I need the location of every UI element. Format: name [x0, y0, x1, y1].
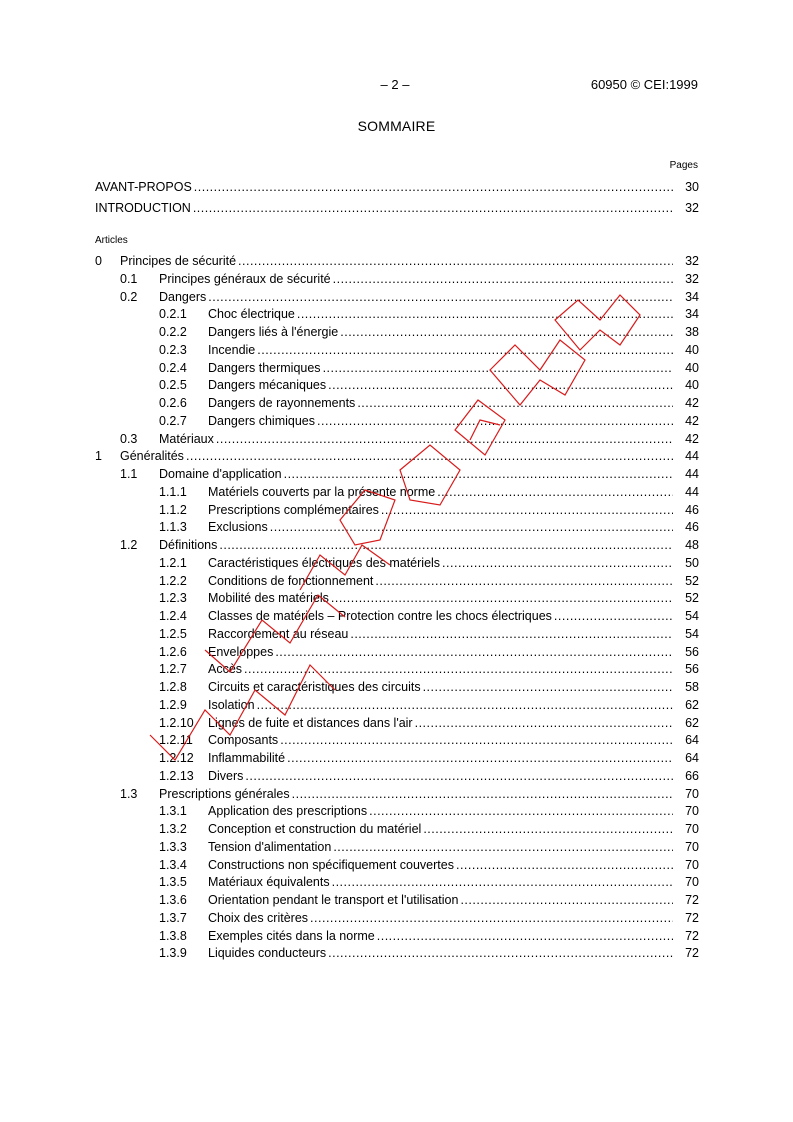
toc-entry[interactable]	[95, 537, 699, 555]
toc-entry-label: Accès	[208, 662, 243, 677]
leader-dots	[456, 857, 673, 875]
toc-entry-page: 70	[685, 839, 699, 854]
leader-dots	[257, 342, 673, 360]
toc-entry-number: 0.2.6	[159, 396, 187, 410]
leader-dots	[437, 484, 673, 502]
toc-entry-number: 1.2.6	[159, 644, 187, 659]
toc-entry[interactable]	[95, 466, 699, 484]
leader-dots	[340, 324, 673, 342]
articles-label: Articles	[95, 235, 128, 246]
toc-entry[interactable]	[95, 271, 699, 289]
leader-dots	[270, 519, 673, 537]
toc-entry-label: Dangers thermiques	[208, 360, 321, 375]
toc-entry-number: 1.3.7	[159, 910, 187, 925]
toc-entry-page: 32	[685, 271, 699, 286]
toc-entry-label: Caractéristiques électriques des matériels	[208, 555, 441, 570]
toc-entry-number: 1.2.11	[159, 733, 193, 748]
toc-entry-label: Principes généraux de sécurité	[159, 271, 331, 286]
toc-entry-label: Raccordement au réseau	[208, 626, 349, 641]
leader-dots	[186, 448, 673, 466]
toc-entry-label: Isolation	[208, 697, 255, 712]
articles-toc	[95, 253, 699, 963]
toc-entry-number: 0	[95, 254, 102, 268]
toc-entry-page: 30	[685, 180, 699, 194]
toc-entry-label: Dangers de rayonnements	[208, 396, 356, 410]
toc-entry-page: 54	[685, 609, 699, 623]
toc-entry-number: 1.2.2	[159, 573, 187, 588]
toc-entry-label: Matériaux équivalents	[208, 875, 330, 890]
toc-entry-number: 0.2.3	[159, 342, 187, 357]
toc-entry[interactable]	[95, 857, 699, 875]
toc-entry-label: Matériaux	[159, 431, 214, 446]
toc-entry-page: 46	[685, 520, 699, 535]
toc-entry[interactable]	[95, 324, 699, 342]
toc-entry-number: 1.2.13	[159, 768, 194, 783]
leader-dots	[317, 413, 673, 431]
toc-entry-page: 70	[685, 857, 699, 872]
toc-entry-label: Inflammabilité	[208, 751, 286, 765]
leader-dots	[423, 679, 673, 697]
toc-entry-label: Généralités	[120, 449, 184, 464]
leader-dots	[350, 626, 673, 644]
toc-entry-page: 34	[685, 289, 699, 304]
toc-entry-page: 70	[685, 804, 699, 819]
leader-dots	[287, 750, 673, 768]
toc-entry[interactable]	[95, 874, 699, 892]
leader-dots	[328, 377, 673, 395]
toc-entry[interactable]	[95, 892, 699, 910]
toc-entry-number: 1.1.1	[159, 484, 187, 499]
toc-entry-label: Orientation pendant le transport et l'utilisation	[208, 893, 459, 907]
toc-entry-number: 1.2.8	[159, 680, 187, 694]
front-matter-toc	[95, 177, 699, 219]
toc-entry-label: Circuits et caractéristiques des circuits	[208, 680, 421, 694]
toc-entry[interactable]	[95, 395, 699, 413]
toc-entry-number: 1.3.8	[159, 928, 187, 943]
toc-entry-page: 40	[685, 342, 699, 357]
toc-entry-number: 1.3.4	[159, 857, 187, 872]
toc-entry-number: 1.2.4	[159, 609, 187, 623]
toc-entry-page: 40	[685, 378, 699, 393]
toc-entry-page: 72	[685, 910, 699, 925]
toc-entry-page: 56	[685, 662, 699, 677]
toc-entry[interactable]	[95, 786, 699, 804]
toc-entry-number: 1.2.10	[159, 715, 194, 730]
toc-entry[interactable]	[95, 839, 699, 857]
toc-entry[interactable]	[95, 360, 699, 378]
toc-entry[interactable]	[95, 732, 699, 750]
toc-entry-label: Enveloppes	[208, 644, 274, 659]
toc-entry-number: 0.3	[120, 431, 138, 446]
toc-entry-number: 1	[95, 449, 102, 464]
toc-entry-page: 52	[685, 591, 699, 606]
toc-entry-page: 70	[685, 875, 699, 890]
leader-dots	[280, 732, 673, 750]
leader-dots	[238, 253, 673, 271]
leader-dots	[381, 502, 673, 520]
leader-dots	[331, 590, 673, 608]
toc-entry[interactable]	[95, 821, 699, 839]
toc-entry-label: Prescriptions complémentaires	[208, 502, 379, 517]
toc-entry-number: 1.2	[120, 538, 138, 552]
leader-dots	[423, 821, 673, 839]
toc-entry-page: 64	[685, 733, 699, 748]
toc-entry-label: Conception et construction du matériel	[208, 822, 422, 836]
toc-entry-number: 1.3	[120, 786, 138, 801]
leader-dots	[554, 608, 673, 626]
toc-entry-number: 1.1	[120, 467, 138, 481]
toc-entry[interactable]	[95, 750, 699, 768]
toc-entry-number: 0.2.4	[159, 360, 187, 375]
toc-entry[interactable]	[95, 661, 699, 679]
toc-entry[interactable]	[95, 715, 699, 733]
toc-entry[interactable]	[95, 697, 699, 715]
toc-entry-page: 58	[685, 680, 699, 694]
leader-dots	[328, 945, 673, 963]
toc-entry[interactable]	[95, 679, 699, 697]
leader-dots	[297, 306, 673, 324]
toc-entry-number: 1.2.1	[159, 555, 187, 570]
toc-entry-page: 32	[685, 201, 699, 215]
page-title: SOMMAIRE	[357, 118, 436, 134]
leader-dots	[193, 198, 673, 219]
toc-entry-number: 1.3.2	[159, 822, 187, 836]
toc-entry-number: 1.2.5	[159, 626, 187, 641]
toc-entry[interactable]	[95, 945, 699, 963]
toc-entry-page: 42	[685, 413, 699, 428]
toc-entry-page: 70	[685, 786, 699, 801]
toc-entry[interactable]	[95, 573, 699, 591]
toc-entry[interactable]	[95, 413, 699, 431]
toc-entry-label: Prescriptions générales	[159, 786, 290, 801]
toc-entry-label: Application des prescriptions	[208, 804, 368, 819]
pages-column-label: Pages	[669, 160, 698, 171]
toc-entry[interactable]	[95, 431, 699, 449]
leader-dots	[284, 466, 673, 484]
toc-entry-page: 66	[685, 768, 699, 783]
toc-entry-number: 1.2.9	[159, 697, 187, 712]
toc-entry-page: 52	[685, 573, 699, 588]
toc-entry-number: 1.2.7	[159, 662, 187, 677]
toc-entry-number: 1.3.9	[159, 946, 187, 961]
toc-entry-label: Principes de sécurité	[120, 254, 237, 268]
toc-entry[interactable]	[95, 910, 699, 928]
toc-entry[interactable]	[95, 306, 699, 324]
toc-entry-number: 1.3.5	[159, 875, 187, 890]
toc-entry-page: 48	[685, 538, 699, 552]
toc-entry-label: Exemples cités dans la norme	[208, 928, 375, 943]
toc-entry-page: 42	[685, 431, 699, 446]
leader-dots	[208, 289, 673, 307]
toc-entry-page: 44	[685, 467, 699, 481]
toc-entry-label: Classes de matériels – Protection contre les chocs électriques	[208, 609, 552, 623]
toc-entry-label: Exclusions	[208, 520, 268, 535]
leader-dots	[375, 573, 673, 591]
toc-entry-number: 0.2.1	[159, 307, 187, 322]
leader-dots	[310, 910, 673, 928]
leader-dots	[275, 644, 673, 662]
toc-entry[interactable]	[95, 253, 699, 271]
leader-dots	[323, 360, 673, 378]
toc-entry-page: 70	[685, 822, 699, 836]
toc-entry-page: 44	[685, 484, 699, 499]
toc-entry[interactable]	[95, 928, 699, 946]
toc-entry[interactable]	[95, 377, 699, 395]
toc-entry-page: 72	[685, 893, 699, 907]
toc-entry-label: Composants	[208, 733, 279, 748]
toc-entry-label: Incendie	[208, 342, 256, 357]
toc-entry-label: Constructions non spécifiquement couvertes	[208, 857, 454, 872]
leader-dots	[244, 661, 673, 679]
leader-dots	[245, 768, 673, 786]
toc-entry-page: 42	[685, 396, 699, 410]
toc-entry[interactable]	[95, 768, 699, 786]
toc-entry-label: Dangers liés à l'énergie	[208, 325, 339, 339]
leader-dots	[460, 892, 673, 910]
toc-entry-label: Matériels couverts par la présente norme	[208, 484, 436, 499]
toc-entry-number: 1.3.3	[159, 839, 187, 854]
toc-entry-page: 38	[685, 325, 699, 339]
toc-entry-number: 0.1	[120, 271, 138, 286]
page-number: – 2 –	[380, 77, 410, 92]
toc-entry-number: 1.2.3	[159, 591, 187, 606]
toc-entry-page: 50	[685, 555, 699, 570]
leader-dots	[333, 839, 673, 857]
toc-entry-label: Dangers chimiques	[208, 413, 315, 428]
toc-entry[interactable]	[95, 198, 699, 219]
leader-dots	[357, 395, 673, 413]
toc-entry-number: 0.2.7	[159, 413, 187, 428]
toc-entry-number: 1.3.6	[159, 893, 187, 907]
toc-entry-label: Choc électrique	[208, 307, 295, 322]
toc-entry-label: Divers	[208, 768, 244, 783]
toc-entry[interactable]	[95, 644, 699, 662]
toc-entry-number: 1.3.1	[159, 804, 187, 819]
standard-reference: 60950 © CEI:1999	[590, 77, 698, 92]
toc-entry-page: 72	[685, 928, 699, 943]
toc-entry-page: 72	[685, 946, 699, 961]
leader-dots	[219, 537, 673, 555]
toc-entry-number: 1.1.3	[159, 520, 187, 535]
leader-dots	[257, 697, 673, 715]
toc-entry-number: 0.2.2	[159, 325, 187, 339]
toc-entry[interactable]	[95, 608, 699, 626]
toc-entry-number: 1.1.2	[159, 502, 187, 517]
toc-entry[interactable]	[95, 342, 699, 360]
toc-entry-label: Tension d'alimentation	[208, 839, 332, 854]
leader-dots	[194, 177, 673, 198]
toc-entry-label: Liquides conducteurs	[208, 946, 327, 961]
toc-entry[interactable]	[95, 803, 699, 821]
toc-entry-page: 40	[685, 360, 699, 375]
toc-entry-label: Définitions	[159, 538, 218, 552]
toc-entry-page: 62	[685, 715, 699, 730]
toc-entry-page: 56	[685, 644, 699, 659]
toc-entry[interactable]	[95, 448, 699, 466]
leader-dots	[333, 271, 673, 289]
toc-entry[interactable]	[95, 519, 699, 537]
toc-entry-page: 64	[685, 751, 699, 765]
leader-dots	[415, 715, 673, 733]
toc-entry-label: Choix des critères	[208, 910, 309, 925]
toc-entry-page: 62	[685, 697, 699, 712]
toc-entry[interactable]	[95, 626, 699, 644]
leader-dots	[292, 786, 673, 804]
toc-entry-label: Mobilité des matériels	[208, 591, 329, 606]
toc-entry-label: Dangers	[159, 289, 207, 304]
toc-entry-page: 54	[685, 626, 699, 641]
toc-entry-page: 46	[685, 502, 699, 517]
toc-entry-label: Conditions de fonctionnement	[208, 573, 374, 588]
toc-entry[interactable]	[95, 177, 699, 198]
toc-entry-number: 0.2.5	[159, 378, 187, 393]
toc-entry-label: INTRODUCTION	[95, 201, 191, 215]
toc-entry[interactable]	[95, 555, 699, 573]
toc-entry-label: Dangers mécaniques	[208, 378, 327, 393]
toc-entry[interactable]	[95, 590, 699, 608]
toc-entry-page: 34	[685, 307, 699, 322]
toc-entry-label: Domaine d'application	[159, 467, 282, 481]
leader-dots	[377, 928, 673, 946]
leader-dots	[442, 555, 673, 573]
toc-entry-label: Lignes de fuite et distances dans l'air	[208, 715, 413, 730]
toc-entry-page: 32	[685, 254, 699, 268]
toc-entry-number: 0.2	[120, 289, 138, 304]
toc-entry-label: AVANT-PROPOS	[95, 180, 192, 194]
leader-dots	[216, 431, 673, 449]
toc-entry-number: 1.2.12	[159, 751, 194, 765]
leader-dots	[332, 874, 673, 892]
leader-dots	[369, 803, 673, 821]
toc-entry[interactable]	[95, 502, 699, 520]
toc-entry[interactable]	[95, 484, 699, 502]
toc-entry-page: 44	[685, 449, 699, 464]
toc-entry[interactable]	[95, 289, 699, 307]
